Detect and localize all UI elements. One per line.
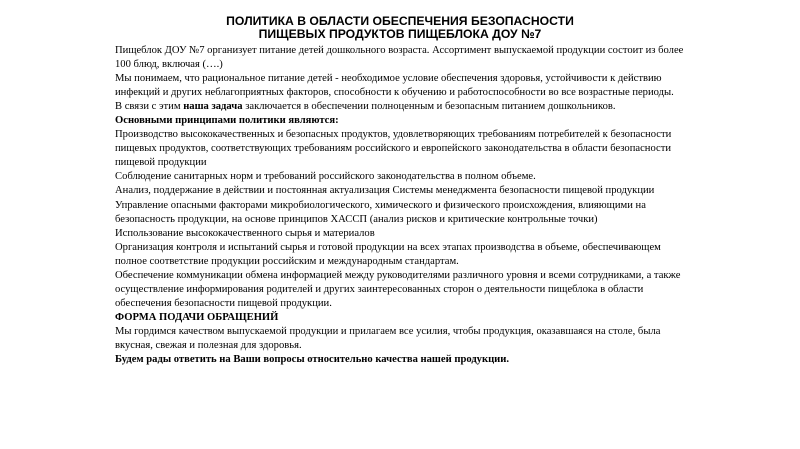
paragraph-intro: Пищеблок ДОУ №7 организует питание детей дошкольного возраста. Ассортимент выпускаемой продукции состоит из более 100 блюд, включая (….) — [115, 45, 684, 71]
task-text-before: В связи с этим — [115, 101, 184, 113]
principles-heading: Основными принципами политики являются: — [115, 115, 339, 127]
principle-item: Использование высококачественного сырья и материалов — [115, 227, 375, 239]
document-body — [115, 44, 693, 367]
principle-item: Организация контроля и испытаний сырья и готовой продукции на всех этапах производства в объеме, обеспечивающем полное соответствие продукции российским и международным стандартам. — [115, 241, 661, 267]
principle-item: Управление опасными факторами микробиологического, химического и физического происхождения, влияющими на безопасность продукции, на основе принципов ХАССП (анализ рисков и критические контрольные точки) — [115, 199, 646, 225]
title-line-2: ПИЩЕВЫХ ПРОДУКТОВ ПИЩЕБЛОКА ДОУ №7 — [258, 27, 542, 41]
principle-item: Анализ, поддержание в действии и постоянная актуализация Системы менеджмента безопасности пищевой продукции — [115, 185, 655, 197]
principle-item: Соблюдение санитарных норм и требований российского законодательства в полном объеме. — [115, 171, 536, 183]
appeal-heading: ФОРМА ПОДАЧИ ОБРАЩЕНИЙ — [115, 311, 279, 323]
paragraph-task — [115, 100, 693, 114]
task-text-after: заключается в обеспечении полноценным и безопасным питанием дошкольников. — [242, 101, 616, 113]
task-text-bold: наша задача — [183, 101, 243, 113]
paragraph-understanding: Мы понимаем, что рациональное питание детей - необходимое условие обеспечения здоровья, устойчивости к действию инфекций и других неблагоприятных факторов, способности к обучению и работоспособности во все возрастные периоды. — [115, 73, 674, 99]
paragraph-closing: Будем рады ответить на Ваши вопросы относительно качества нашей продукции. — [115, 354, 510, 366]
paragraph-pride: Мы гордимся качеством выпускаемой продукции и прилагаем все усилия, чтобы продукция, оказавшаяся на столе, была вкусная, свежая и полезная для здоровья. — [115, 325, 661, 351]
principle-item: Обеспечение коммуникации обмена информацией между руководителями различного уровня и всеми сотрудниками, а также осуществление информирования родителей и других заинтересованных сторон о деятельности пищеблока в области обеспечения безопасности пищевой продукции. — [115, 269, 681, 309]
title-line-1: ПОЛИТИКА В ОБЛАСТИ ОБЕСПЕЧЕНИЯ БЕЗОПАСНОСТИ — [226, 14, 574, 28]
principle-item: Производство высококачественных и безопасных продуктов, удовлетворяющих требованиям потребителей к безопасности пищевых продуктов, соответствующих требованиям российского и европейского законодательства в области безопасности пищевой продукции — [115, 129, 672, 169]
page-title — [110, 15, 690, 41]
